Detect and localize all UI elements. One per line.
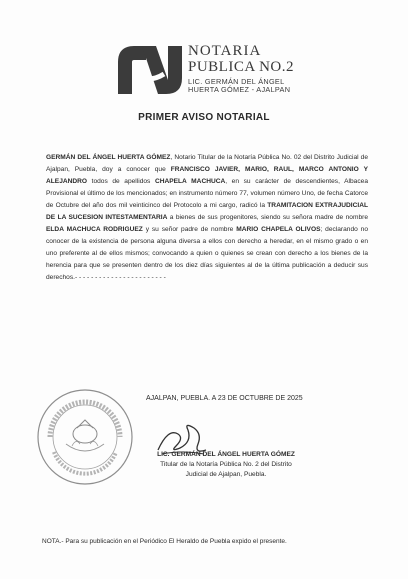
place-date: AJALPAN, PUEBLA. A 23 DE OCTUBRE DE 2025	[146, 395, 303, 402]
signer-role-line-2: Judicial de Ajalpan, Puebla.	[185, 471, 267, 478]
document-title: PRIMER AVISO NOTARIAL	[138, 112, 270, 123]
body-text-3: , en su carácter de descendientes, Albacea Provisional el último de los mencionados; en instrumento número 77, volumen número Uno, de fecha Catorce de Octubre del año dos mil veinticinco del Protocolo a mi cargo, radicó la	[46, 178, 368, 209]
body-text-2: todos de apellidos	[87, 178, 155, 185]
body-text-6: ; declarando no conocer de la existencia de persona alguna diversa a ellos con derecho a heredar, en el mismo grado o en uno preferente al de ellos mismos; convocando a quien o quienes se crean con derecho a los bienes de la herencia para que se presenten dentro de los diez días siguientes al de la última publicación a deducir sus derechos.- - - - - - - - - - - - - - - - - - - - - - -	[46, 226, 368, 281]
signer-name: LIC. GERMÁN DEL ÁNGEL HUERTA GÓMEZ	[157, 451, 295, 458]
notary-header	[188, 44, 294, 94]
body-text-1: , Notario Titular de la Notaría Pública No. 02 del Distrito Judicial de Ajalpan, Puebla, doy a conocer que	[46, 154, 368, 173]
notary-seal-icon	[36, 388, 134, 486]
body-mother-name: ELDA MACHUCA RODRIGUEZ	[46, 226, 143, 233]
notary-logo-icon	[112, 40, 184, 100]
header-line-4: HUERTA GÓMEZ - AJALPAN	[188, 85, 291, 94]
body-father-name: MARIO CHAPELA OLIVOS	[236, 226, 321, 233]
publication-note: NOTA.- Para su publicación en el Periódico El Heraldo de Puebla expido el presente.	[42, 538, 287, 545]
header-line-2: PUBLICA NO.2	[188, 59, 295, 75]
signature-block	[126, 450, 326, 480]
body-procedure: TRAMITACION EXTRAJUDICIAL DE LA SUCESION INTESTAMENTARIA	[46, 202, 368, 221]
body-heirs-names: FRANCISCO JAVIER, MARIO, RAUL, MARCO ANTONIO Y ALEJANDRO	[46, 166, 368, 185]
body-notary-name: GERMÁN DEL ÁNGEL HUERTA GÓMEZ	[46, 154, 171, 161]
signer-role-line-1: Titular de la Notaría Pública No. 2 del Distrito	[160, 461, 292, 468]
notice-body	[46, 152, 368, 284]
body-surname: CHAPELA MACHUCA	[154, 178, 226, 185]
body-text-4: a bienes de sus progenitores, siendo su señora madre de nombre	[167, 214, 368, 221]
header-line-1: NOTARIA	[188, 43, 262, 59]
header-line-3: LIC. GERMÁN DEL ÁNGEL	[188, 77, 285, 86]
body-text-5: y su señor padre de nombre	[142, 226, 237, 233]
